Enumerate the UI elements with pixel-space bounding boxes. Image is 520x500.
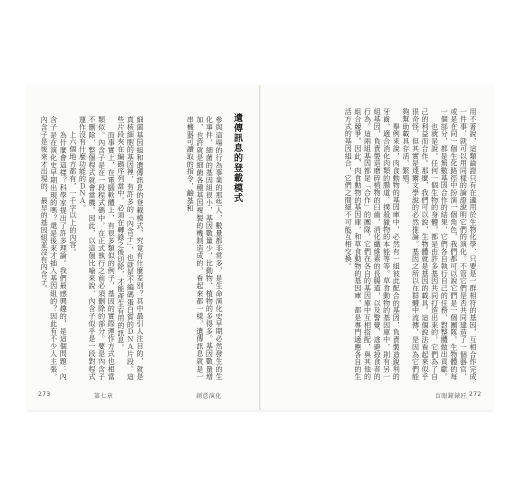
right-page-number: 272 (469, 391, 482, 398)
right-running-title: 盲眼鐘錶匠 (435, 393, 468, 400)
open-book (28, 85, 492, 410)
left-paragraph-2: 細菌基因組和遺傳訊息的登載模式，究竟有什麼差別？其中最引人注目的，就是真核細胞的基因裡，有許多的「內含子」，也就是不編碼蛋白質的ＤＮＡ片段。這些片段夾在編碼序列當中，必須在轉錄之後切除，才能產生有用的訊息。 而事實上，在電腦軟體上，有很多類似的例子，基因的實際運作方式也相當類似。內含子是在一段程式碼中，在正式執行之前必須刪除的部分。要是內含子不刪除，整個程式就會當機。因此，以這個比喻來說，內含子似乎是一段對程式運作沒有什麼功能的ＤＮＡ。 上六個地方都有，一千字以上的內容。 為什麼會這樣？科學家提出了許多理論。我們最感興趣的，是這個問題：內含子是在演化史早期出現的嗎？還是後來才插入基因組的？因此有不少人主張，內含子是後來才出現的，最早的基因組並沒有內含子。 (40, 116, 144, 380)
left-page (28, 85, 259, 410)
left-page-number: 273 (38, 391, 51, 398)
left-running-title: 創意演化 (196, 393, 222, 400)
right-page (261, 85, 492, 410)
section-heading: 遺傳訊息的登載模式 (232, 113, 242, 203)
left-chapter-label: 第七章 (94, 393, 114, 400)
left-paragraph-1: 參與這場的行為事業的那些人，數量都非常多，是生命演化史早期必然發生的生化事件，細菌的基因組很小，基因數量少，比動物、植物的多得多。基因數量增加，也許就是細菌各種基因複製的機制造成的，看起來都一樣，遺傳訊息就是一串機器可讀取的指令，鹼基和 (186, 116, 223, 380)
right-body-text: 用不著說，這類論證只有在適用於生物化學、只要是一群相符的基因，互相合作完成一件事，就可以用同樣的論證說明它們的演化。不管它們是否共同建造了一個器官，或是在同一個生化路徑中扮演一個角色，我們都可以說它們是一個團隊。生物體的每一個部分，都是無數基因合作的結果，它們各自執行自己的任務，對整體做出貢獻。 也就是說，任何一個生物的身體，都是由許多基因共同打造出來的，它們為了自己的利益而合作。那麼，我們可以說，生物體就是基因的載具。這個說法看起來似乎很奇怪，但其實是達爾文學說的必然推論。基因之所以在群體中流傳，是因為它們能夠幫助載具存活、繁殖。 舉例來說，肉食動物的基因庫中，必然有一組彼此配合的基因，負責製造銳利的牙齒、適合消化肉類的腸道、撲殺獵物的本能等等。草食動物的基因庫中，則有另一組基因，負責製造磨碎植物的臼齒、消化纖維素的長腸道，以及警覺、逃避掠食者的行為。這兩組基因都是「合作」的團隊，它們在各自的基因庫中互相搭配，與其他的組合競爭。因此，肉食動物的基因庫，和草食動物的基因庫，都是專門適應各自的生活方式的基因組合，它們之間絕不可能互相交換。 (344, 108, 477, 380)
